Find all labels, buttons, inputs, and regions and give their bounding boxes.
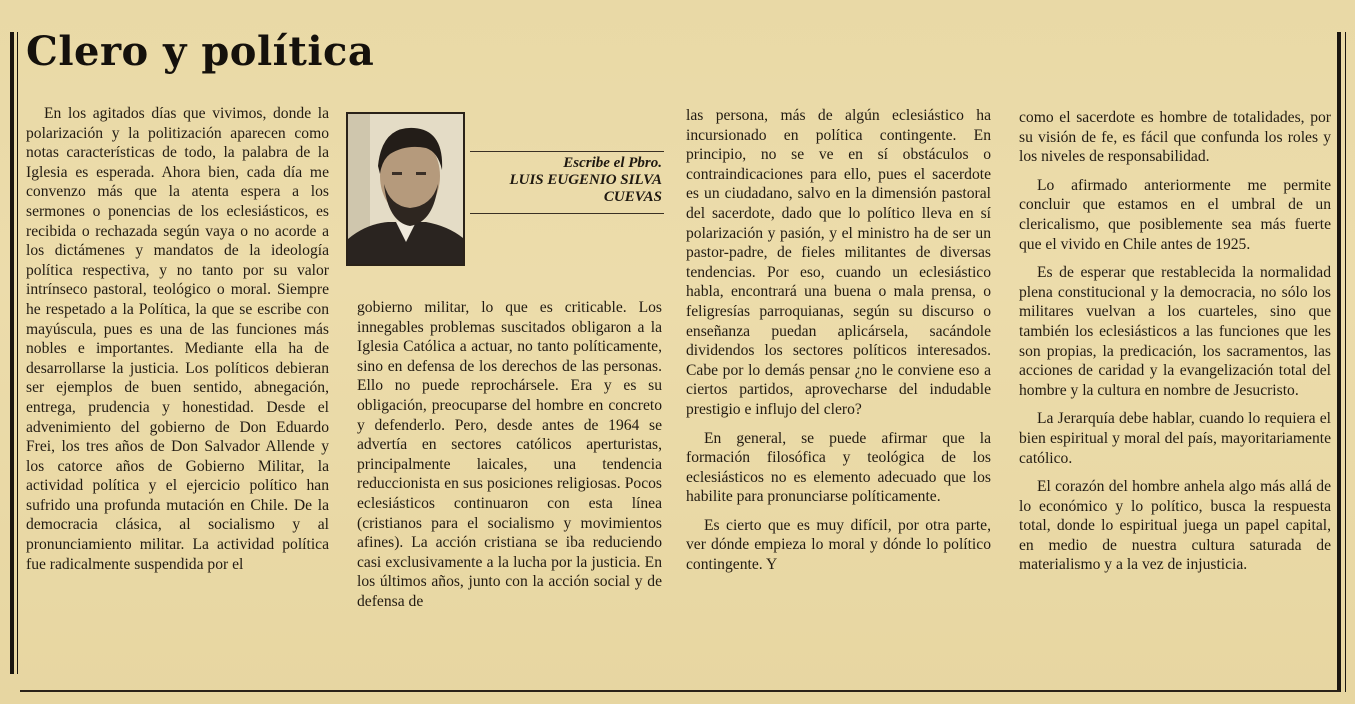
column-3-paragraph: Es cierto que es muy difícil, por otra parte, ver dónde empieza lo moral y dónde lo político contingente. Y xyxy=(686,516,991,574)
column-3-paragraph: las persona, más de algún eclesiástico ha incursionado en política contingente. En principio, no se ve en sí obstáculos o contraindicaciones para ello, pues el sacerdote es un ciudadano, salvo en la dimensión pastoral del sacerdote, dado que lo político lleva en sí polarización y pasión, y el ministro ha de ser un pastor-padre, de fieles militantes de diversas tendencias. Por eso, cuando un eclesiástico habla, encontrará una buena o mala prensa, o feligresías parroquianas, según su discurso o enseñanza puedan aplicársela, sacándole dividendos los sectores políticos interesados. Cabe por lo demás pensar ¿no le conviene eso a ciertos partidos, aprovecharse del indudable prestigio e influjo del clero? xyxy=(686,107,991,418)
byline xyxy=(470,155,662,206)
column-4-paragraph: como el sacerdote es hombre de totalidades, por su visión de fe, es fácil que confunda los roles y los niveles de responsabilidad. xyxy=(1019,109,1331,166)
column-2-paragraph: gobierno militar, lo que es criticable. Los innegables problemas suscitados obligaron a la Iglesia Católica a actuar, no tanto políticamente, sino en defensa de los derechos de las personas. Ello no puede reprochársele. Era y es su obligación, preocuparse del hombre en concreto y defenderlo. Pero, desde antes de 1964 se advertía en sectores católicos aperturistas, principalmente laicales, una tendencia reduccionista en sus posiciones religiosas. Pocos eclesiásticos continuaron con esta línea (cristianos para el socialismo y movimientos afines). La acción cristiana se iba reduciendo casi exclusivamente a la lucha por la justicia. En los últimos años, junto con la acción social y de defensa de xyxy=(357,299,662,610)
article-column-3 xyxy=(686,106,991,575)
column-4-paragraph: La Jerarquía debe hablar, cuando lo requiera el bien espiritual y moral del país, mayoritariamente católico. xyxy=(1019,410,1331,467)
column-1-paragraph: En los agitados días que vivimos, donde la polarización y la politización aparecen como notas características de todo, la palabra de la Iglesia es esperada. Ahora bien, cada día me convenzo más que la atenta espera a los sermones o ponencias de los eclesiásticos, es recibida o rechazada según vaya o no acorde a los dictámenes y mandatos de la ideología política respectiva, y no tanto por su valor intrínseco pastoral, teológico o moral. Siempre he respetado a la Política, la que se escribe con mayúscula, pues es una de las funciones más nobles e importantes. Mediante ella ha de desarrollarse la justicia. Los políticos debieran ser ejemplos de buen sentido, abnegación, entrega, prudencia y honestidad. Desde el advenimiento del gobierno de Don Eduardo Frei, los tres años de Don Salvador Allende y los catorce años de Gobierno Militar, la actividad política y el ejercicio político han sufrido una profunda mutación en Chile. De la democracia clásica, al socialismo y al pronunciamiento militar. La actividad política fue radicalmente suspendida por el xyxy=(26,105,329,573)
byline-name-line1: LUIS EUGENIO SILVA xyxy=(509,172,662,188)
left-border-rule xyxy=(10,32,14,674)
column-4-paragraph: Es de esperar que restablecida la normalidad plena constitucional y la democracia, no sólo los militares vuelvan a los cuarteles, sino que también los eclesiásticos a las funciones que les son propias, la predicación, los sacramentos, las acciones de caridad y la evangelización total del hombre y la cultura en nombre de Jesucristo. xyxy=(1019,264,1331,399)
bottom-border-rule xyxy=(20,690,1340,692)
column-3-paragraph: En general, se puede afirmar que la formación filosófica y teológica de los eclesiásticos no es elemento adecuado que los habilite para pronunciarse políticamente. xyxy=(686,429,991,506)
right-border-rule xyxy=(1337,32,1341,692)
byline-top-rule xyxy=(470,151,664,152)
author-photo xyxy=(346,112,465,266)
right-border-rule-thin xyxy=(1345,32,1346,692)
article-column-4 xyxy=(1019,108,1331,575)
article-column-2 xyxy=(357,298,662,612)
byline-name-line2: CUEVAS xyxy=(603,189,662,205)
author-portrait-icon xyxy=(348,114,463,264)
byline-bottom-rule xyxy=(470,213,664,214)
left-border-rule-thin xyxy=(17,32,18,674)
byline-intro: Escribe el Pbro. xyxy=(563,155,662,171)
article-title: Clero y política xyxy=(26,28,375,75)
column-4-paragraph: El corazón del hombre anhela algo más allá de lo económico y lo político, busca la respuesta total, donde lo espiritual juega un papel capital, en medio de nuestra cultura saturada de materialismo y a la vez de injusticia. xyxy=(1019,478,1331,574)
article-column-1 xyxy=(26,104,329,574)
column-4-paragraph: Lo afirmado anteriormente me permite concluir que estamos en el umbral de un clericalismo, que posiblemente sea más fuerte que el vivido en Chile antes de 1925. xyxy=(1019,176,1331,253)
